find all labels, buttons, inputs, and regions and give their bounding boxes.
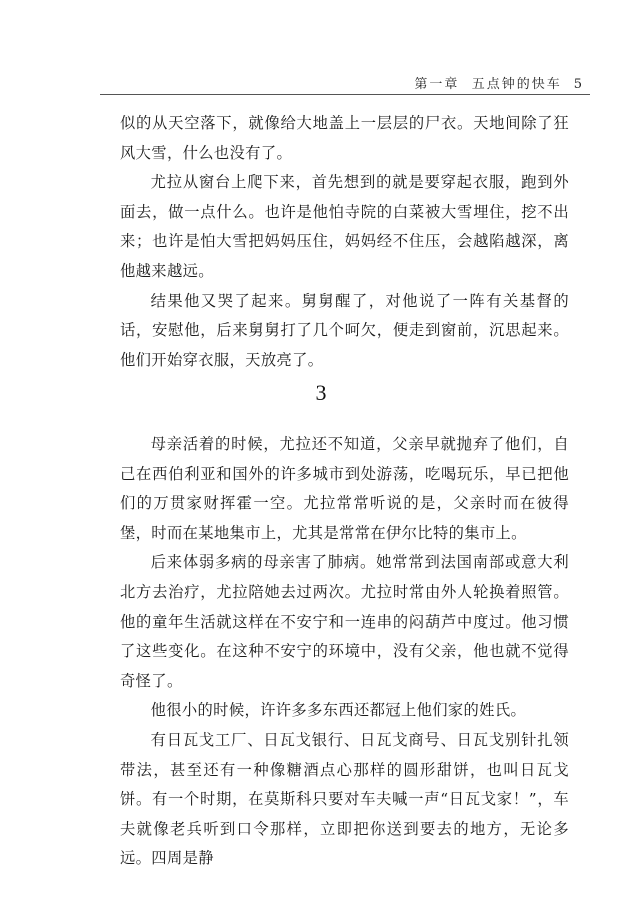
paragraph: 结果他又哭了起来。舅舅醒了，对他说了一阵有关基督的话，安慰他，后来舅舅打了几个呵欠，便走到窗前，沉思起来。他们开始穿衣服，天放亮了。 xyxy=(120,291,569,369)
section-number: 3 xyxy=(315,380,327,405)
chapter-label: 第一章 xyxy=(414,77,460,92)
page-number: 5 xyxy=(573,77,582,92)
header-rule xyxy=(100,94,590,95)
running-head xyxy=(414,73,582,92)
paragraph: 尤拉从窗台上爬下来，首先想到的就是要穿起衣服，跑到外面去，做一点什么。也许是他怕寺院的白菜被大雪埋住，挖不出来；也许是怕大雪把妈妈压住，妈妈经不住压，会越陷越深，离他越来越远。 xyxy=(120,173,569,280)
paragraph: 有日瓦戈工厂、日瓦戈银行、日瓦戈商号、日瓦戈别针扎领带法，甚至还有一种像糖酒点心那样的圆形甜饼，也叫日瓦戈饼。有一个时期，在莫斯科只要对车夫喊一声“日瓦戈家！”，车夫就像老兵听到口令那样，立即把你送到要去的地方，无论多远。四周是静 xyxy=(120,730,569,868)
chapter-title: 五点钟的快车 xyxy=(471,77,562,92)
paragraph: 他很小的时候，许许多多东西还都冠上他们家的姓氏。 xyxy=(150,701,527,720)
paragraph: 后来体弱多病的母亲害了肺病。她常常到法国南部或意大利北方去治疗，尤拉陪她去过两次。尤拉时常由外人轮换着照管。他的童年生活就这样在不安宁和一连串的闷葫芦中度过。他习惯了这些变化。在这种不安宁的环境中，没有父亲，他也就不觉得奇怪了。 xyxy=(120,553,569,690)
text-block-bottom xyxy=(120,430,569,874)
text-block-top xyxy=(120,109,569,375)
paragraph: 母亲活着的时候，尤拉还不知道，父亲早就抛弃了他们，自己在西伯利亚和国外的许多城市到处游荡，吃喝玩乐，早已把他们的万贯家财挥霍一空。尤拉常常听说的是，父亲时而在彼得堡，时而在某地集市上，尤其是常常在伊尔比特的集市上。 xyxy=(120,435,569,542)
paragraph-continued: 似的从天空落下，就像给大地盖上一层层的尸衣。天地间除了狂风大雪，什么也没有了。 xyxy=(120,114,569,162)
